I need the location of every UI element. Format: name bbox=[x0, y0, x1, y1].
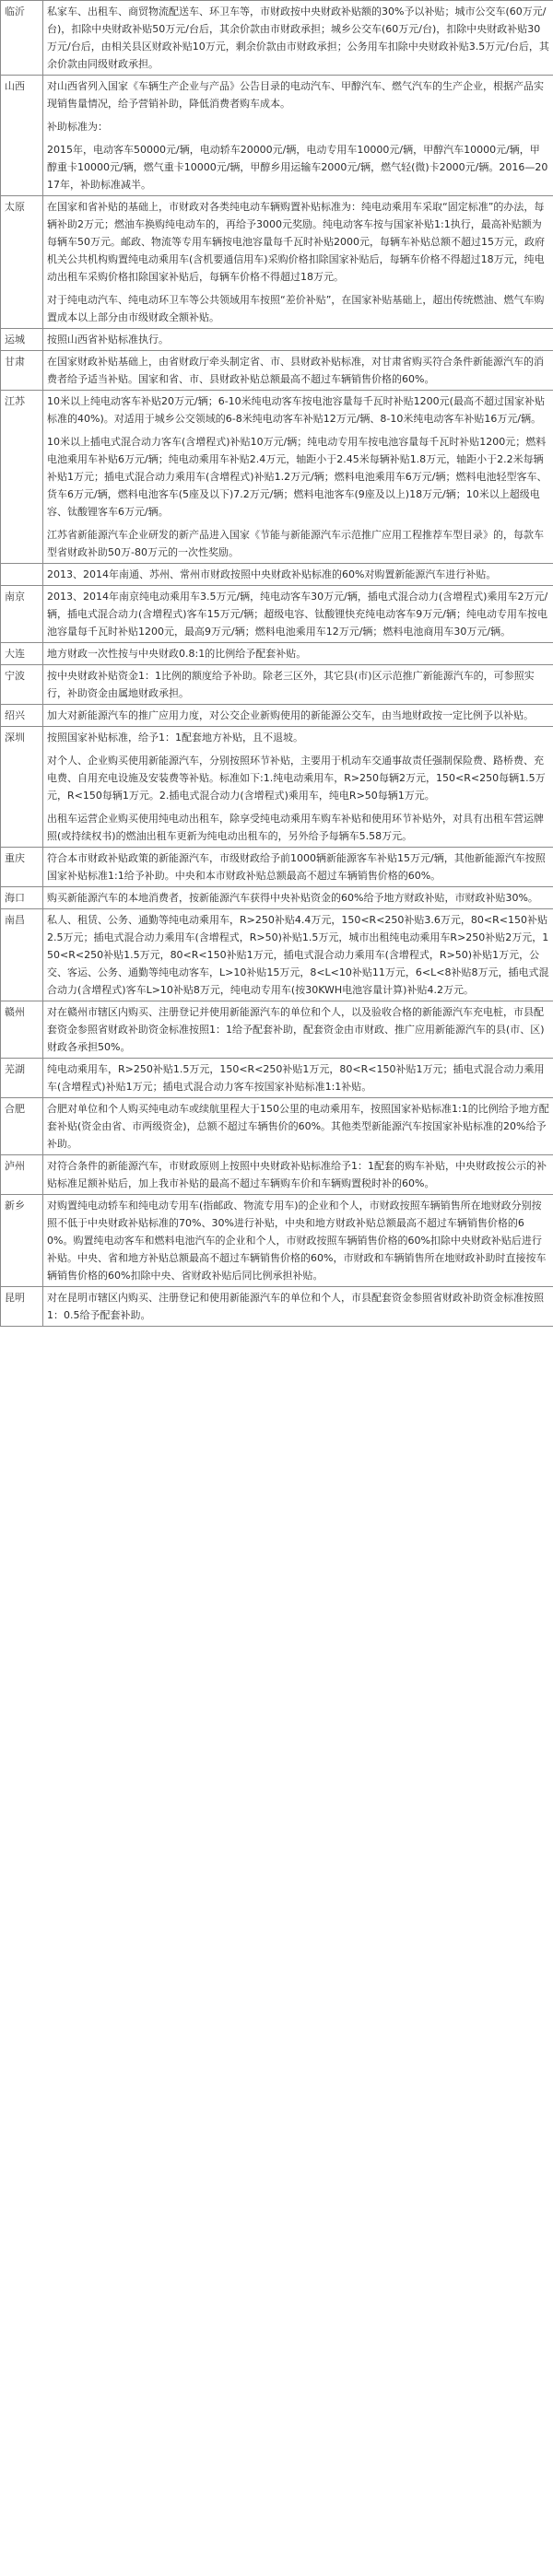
policy-paragraph: 对符合条件的新能源汽车，市财政原则上按照中央财政补贴标准给予1：1配套的购车补贴，中央财政按公示的补贴标准足额补贴后，加上我市补贴的最高不超过车辆购车价和车辆购置税时补的60%。 bbox=[47, 1160, 547, 1189]
table-row bbox=[1, 1001, 553, 1059]
policy-paragraph: 按中央财政补贴资金1：1比例的额度给予补助。除老三区外，其它县(市)区示范推广新能源汽车的，可参照实行，补助资金由属地财政承担。 bbox=[47, 670, 535, 699]
policy-cell bbox=[43, 665, 553, 705]
table-row bbox=[1, 727, 553, 848]
policy-cell bbox=[43, 1155, 553, 1195]
region-cell: 重庆 bbox=[1, 848, 43, 887]
region-cell: 运城 bbox=[1, 329, 43, 351]
table-row bbox=[1, 848, 553, 887]
policy-paragraph: 2013、2014年南京纯电动乘用车3.5万元/辆，纯电动客车30万元/辆，插电式混合动力(含增程式)乘用车2万元/辆，插电式混合动力(含增程式)客车15万元/辆；超级电容、钛酸锂快充纯电动客车9万元/辆；纯电动专用车按电池容量每千瓦时补贴1200元，最高9万元/辆；燃料电池乘用车12万元/辆；燃料电池商用车30万元/辆。 bbox=[47, 591, 548, 638]
policy-cell bbox=[43, 1001, 553, 1059]
region-cell: 泸州 bbox=[1, 1155, 43, 1195]
table-row bbox=[1, 329, 553, 351]
table-row bbox=[1, 643, 553, 665]
policy-cell bbox=[43, 564, 553, 586]
policy-paragraph: 地方财政一次性按与中央财政0.8:1的比例给予配套补贴。 bbox=[47, 648, 307, 660]
table-row bbox=[1, 1195, 553, 1287]
region-cell: 大连 bbox=[1, 643, 43, 665]
policy-paragraph: 出租车运营企业购买使用纯电动出租车，除享受纯电动乘用车购车补贴和使用环节补贴外，对具有出租车营运牌照(或持续权书)的燃油出租车更新为纯电动出租车的，另外给予每辆车5.58万元。 bbox=[47, 813, 544, 842]
policy-paragraph: 在国家和省补贴的基础上，市财政对各类纯电动车辆购置补贴标准为：纯电动乘用车采取“固定标准”的办法，每辆补助2万元；燃油车换购纯电动车的，再给予3000元奖励。纯电动客车按与国家补贴1:1执行，最高补贴额为每辆车50万元。邮政、物流等专用车辆按电池容量每千瓦时补贴2000元，每辆车补贴总额不超过15万元，政府机关公共机构购置纯电动乘用车(含机要通信用车)采购价格扣除国家补贴后，每辆车价格不得超过18万元，纯电动出租车采购价格扣除国家补贴后，每辆车价格不得超过18万元。 bbox=[47, 201, 545, 283]
policy-cell bbox=[43, 586, 553, 643]
region-cell: 海口 bbox=[1, 887, 43, 909]
policy-cell bbox=[43, 1059, 553, 1098]
policy-paragraph: 对在赣州市辖区内购买、注册登记并使用新能源汽车的单位和个人，以及验收合格的新能源汽车充电桩，市县配套资金参照省财政补助资金标准按照1：1给予配套补助，配套资金由市财政、推广应用新能源汽车的县(市、区)财政各承担50%。 bbox=[47, 1006, 545, 1053]
policy-cell bbox=[43, 705, 553, 727]
table-row bbox=[1, 564, 553, 586]
policy-cell bbox=[43, 848, 553, 887]
region-cell: 绍兴 bbox=[1, 705, 43, 727]
policy-paragraph: 对购置纯电动轿车和纯电动专用车(指邮政、物流专用车)的企业和个人，市财政按照车辆销售所在地财政分别按照不低于中央财政补贴标准的70%、30%进行补贴，中央和地方财政补贴总额最高不超过车辆销售价格的60%。购置纯电动客车和燃料电池汽车的企业和个人，市财政按照车辆销售价格的60%扣除中央财政补贴后进行补贴。中央、省和地方补贴总额最高不超过车辆销售价格的60%，市财政和车辆销售所在地财政补助时直接按车辆销售价格的60%扣除中央、省财政补贴后同比例承担补贴。 bbox=[47, 1200, 547, 1282]
policy-paragraph: 符合本市财政补贴政策的新能源汽车，市级财政给予前1000辆新能源客车补贴15万元/辆，其他新能源汽车按照国家补贴标准1:1给予补助。中央和本市财政补贴总额最高不超过车辆销售价格的60%。 bbox=[47, 852, 546, 882]
table-row bbox=[1, 665, 553, 705]
policy-paragraph: 对于纯电动汽车、纯电动环卫车等公共领域用车按照“差价补贴”，在国家补贴基础上，超出传统燃油、燃气车购置成本以上部分由市级财政全额补贴。 bbox=[47, 294, 545, 323]
region-cell: 南昌 bbox=[1, 909, 43, 1001]
policy-cell bbox=[43, 909, 553, 1001]
policy-paragraph: 对在昆明市辖区内购买、注册登记和使用新能源汽车的单位和个人，市县配套资金参照省财政补助资金标准按照1：0.5给予配套补助。 bbox=[47, 1292, 544, 1321]
table-row bbox=[1, 76, 553, 196]
policy-cell bbox=[43, 351, 553, 391]
policy-paragraph: 加大对新能源汽车的推广应用力度，对公交企业新购使用的新能源公交车，由当地财政按一定比例予以补贴。 bbox=[47, 709, 534, 721]
region-cell: 太原 bbox=[1, 196, 43, 329]
table-row bbox=[1, 196, 553, 329]
region-cell: 新乡 bbox=[1, 1195, 43, 1287]
region-cell bbox=[1, 564, 43, 586]
region-cell: 江苏 bbox=[1, 391, 43, 564]
region-cell: 宁波 bbox=[1, 665, 43, 705]
region-cell: 临沂 bbox=[1, 1, 43, 76]
policy-paragraph: 对山西省列入国家《车辆生产企业与产品》公告目录的电动汽车、甲醇汽车、燃气汽车的生产企业，根据产品实现销售量情况，给予营销补助，降低消费者购车成本。 bbox=[47, 80, 544, 110]
region-cell: 山西 bbox=[1, 76, 43, 196]
region-cell: 昆明 bbox=[1, 1287, 43, 1327]
region-cell: 合肥 bbox=[1, 1098, 43, 1155]
table-row bbox=[1, 351, 553, 391]
policy-paragraph: 购买新能源汽车的本地消费者，按新能源汽车获得中央补贴资金的60%给予地方财政补贴，市财政补贴30%。 bbox=[47, 892, 538, 904]
policy-paragraph: 私家车、出租车、商贸物流配送车、环卫车等，市财政按中央财政补贴额的30%予以补贴；城市公交车(60万元/台)，扣除中央财政补贴50万元/台后，其余价款由市财政承担；城乡公交车(60万元/台)，扣除中央财政补贴30万元/台后，由相关县区财政补贴10万元，剩余价款由市财政承担；公务用车扣除中央财政补贴3.5万元/台后，其余价款由同级财政承担。 bbox=[47, 6, 549, 70]
policy-cell bbox=[43, 76, 553, 196]
policy-paragraph: 2015年，电动客车50000元/辆，电动轿车20000元/辆，电动专用车10000元/辆，甲醇汽车10000元/辆，甲醇重卡10000元/辆，燃气重卡10000元/辆，甲醇乡用运输车2000元/辆，燃气轻(微)卡2000元/辆。2016—2017年，补助标准减半。 bbox=[47, 144, 548, 191]
table-row bbox=[1, 1287, 553, 1327]
region-cell: 深圳 bbox=[1, 727, 43, 848]
table-row bbox=[1, 1059, 553, 1098]
policy-cell bbox=[43, 329, 553, 351]
table-row bbox=[1, 586, 553, 643]
region-cell: 赣州 bbox=[1, 1001, 43, 1059]
table-row bbox=[1, 1098, 553, 1155]
policy-cell bbox=[43, 1287, 553, 1327]
policy-cell bbox=[43, 727, 553, 848]
table-row bbox=[1, 909, 553, 1001]
table-row bbox=[1, 391, 553, 564]
table-row bbox=[1, 1, 553, 76]
policy-cell bbox=[43, 887, 553, 909]
policy-paragraph: 10米以上插电式混合动力客车(含增程式)补贴10万元/辆；纯电动专用车按电池容量每千瓦时补贴1200元；燃料电池乘用车补贴6万元/辆；纯电动乘用车补贴2.4万元，轴距小于2.45米每辆补贴1.8万元，轴距小于2.2米每辆补贴1万元；插电式混合动力乘用车(含增程式)补贴1.2万元/辆；燃料电池乘用车6万元/辆；燃料电池轻型客车、货车6万元/辆，燃料电池客车(5座及以下)7.2万元/辆；燃料电池客车(9座及以上)18万元/辆；10米以上超级电容、钛酸锂客车6万元/辆。 bbox=[47, 436, 547, 518]
policy-cell bbox=[43, 643, 553, 665]
policy-cell bbox=[43, 1, 553, 76]
table-row bbox=[1, 1155, 553, 1195]
policy-cell bbox=[43, 1195, 553, 1287]
policy-paragraph: 2013、2014年南通、苏州、常州市财政按照中央财政补贴标准的60%对购置新能源汽车进行补贴。 bbox=[47, 568, 497, 580]
policy-paragraph: 补助标准为： bbox=[47, 121, 108, 133]
policy-paragraph: 合肥对单位和个人购买纯电动车或续航里程大于150公里的电动乘用车，按照国家补贴标准1:1的比例给予地方配套补贴(资金由省、市两级资金)，总额不超过车辆售价的60%。其他类型新能源汽车按国家补贴标准的20%给予补助。 bbox=[47, 1103, 549, 1150]
policy-cell bbox=[43, 1098, 553, 1155]
policy-paragraph: 对个人、企业购买使用新能源汽车，分别按照环节补贴，主要用于机动车交通事故责任强制保险费、路桥费、充电费、自用充电设施及安装费等补贴。标准如下:1.纯电动乘用车，R>250每辆2万元，150<R<250每辆1.5万元，R<150每辆1万元。2.插电式混合动力(含增程式)乘用车，纯电R>50每辆1万元。 bbox=[47, 755, 546, 802]
table-row bbox=[1, 887, 553, 909]
policy-paragraph: 按照国家补贴标准，给予1：1配套地方补贴，且不退坡。 bbox=[47, 732, 303, 744]
policy-paragraph: 按照山西省补贴标准执行。 bbox=[47, 334, 169, 345]
region-cell: 芜湖 bbox=[1, 1059, 43, 1098]
policy-paragraph: 江苏省新能源汽车企业研发的新产品进入国家《节能与新能源汽车示范推广应用工程推荐车型目录》的，每款车型省财政补助50万-80万元的一次性奖励。 bbox=[47, 529, 544, 558]
policy-paragraph: 10米以上纯电动客车补贴20万元/辆；6-10米纯电动客车按电池容量每千瓦时补贴1200元(最高不超过国家补贴标准的40%)。对适用于城乡公交领域的6-8米纯电动客车补贴12万元/辆、8-10米纯电动客车补贴16万元/辆。 bbox=[47, 395, 545, 425]
region-cell: 南京 bbox=[1, 586, 43, 643]
policy-paragraph: 私人、租赁、公务、通勤等纯电动乘用车，R>250补贴4.4万元，150<R<250补贴3.6万元，80<R<150补贴2.5万元；插电式混合动力乘用车(含增程式，R>50)补贴1.5万元，城市出租纯电动乘用车R>250补贴2万元，150<R<250补贴1.5万元，80<R<150补贴1万元，插电式混合动力乘用车(含增程式，R>50)补贴1万元，公交、客运、公务、通勤等纯电动客车，L>10补贴15万元，8<L<10补贴11万元，6<L<8补贴8万元，插电式混合动力(含增程式)客车L>10补贴8万元，纯电动专用车(按30KWH电池容量计算)补贴4.2万元。 bbox=[47, 914, 549, 996]
policy-paragraph: 在国家财政补贴基础上，由省财政厅牵头制定省、市、县财政补贴标准，对甘肃省购买符合条件新能源汽车的消费者给予适当补贴。国家和省、市、县财政补贴总额最高不超过车辆销售价格的60%。 bbox=[47, 356, 544, 385]
policy-cell bbox=[43, 196, 553, 329]
table-body bbox=[1, 1, 553, 1327]
policy-paragraph: 纯电动乘用车，R>250补贴1.5万元，150<R<250补贴1万元，80<R<150补贴1万元；插电式混合动力乘用车(含增程式)补贴1万元；插电式混合动力客车按国家补贴标准1:1补贴。 bbox=[47, 1063, 545, 1093]
region-cell: 甘肃 bbox=[1, 351, 43, 391]
table-row bbox=[1, 705, 553, 727]
policy-cell bbox=[43, 391, 553, 564]
